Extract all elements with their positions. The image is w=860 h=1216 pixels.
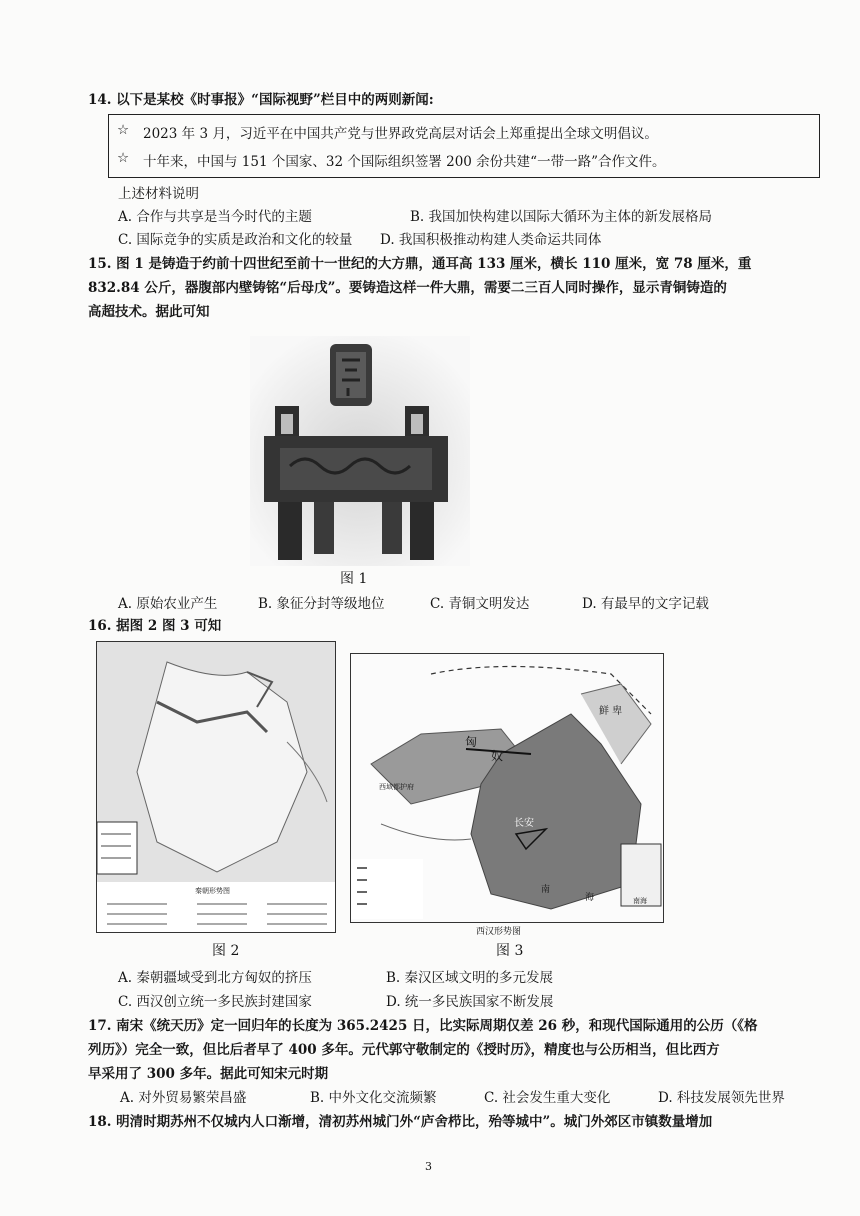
q18-line-1: 18. 明清时期苏州不仅城内人口渐增，清初苏州城门外“庐舍栉比，殆等城中”。城门外郊区市镇数量增加 <box>88 1114 713 1130</box>
label-hai: 海 <box>585 893 595 903</box>
label-nanhai-inset: 南海 <box>633 897 647 905</box>
q17-option-c[interactable]: C. 社会发生重大变化 <box>484 1090 611 1106</box>
q15-line-3: 高超技术。据此可知 <box>88 304 210 320</box>
q17-option-b[interactable]: B. 中外文化交流频繁 <box>310 1090 437 1106</box>
q16-stem: 16. 据图 2 图 3 可知 <box>88 618 222 634</box>
label-nu: 奴 <box>491 749 504 763</box>
q17-option-a[interactable]: A. 对外贸易繁荣昌盛 <box>120 1090 247 1106</box>
q17-line-1: 17. 南宋《统天历》定一回归年的长度为 365.2425 日，比实际周期仅差 26 秒，和现代国际通用的公历（《格 <box>88 1018 758 1034</box>
q14-option-c[interactable]: C. 国际竞争的实质是政治和文化的较量 <box>118 232 353 248</box>
q17-option-d[interactable]: D. 科技发展领先世界 <box>658 1090 785 1106</box>
figure-1-caption: 图 1 <box>340 571 368 587</box>
q15-option-c[interactable]: C. 青铜文明发达 <box>430 596 530 612</box>
label-south: 南 <box>541 885 551 895</box>
label-xiyu-duhufu: 西域都护府 <box>379 783 414 791</box>
qin-map <box>96 641 336 933</box>
q15-option-b[interactable]: B. 象征分封等级地位 <box>258 596 385 612</box>
figure-3-caption: 图 3 <box>496 943 524 959</box>
label-changan: 长安 <box>514 818 534 829</box>
q16-option-d[interactable]: D. 统一多民族国家不断发展 <box>386 994 554 1010</box>
q15-option-a[interactable]: A. 原始农业产生 <box>118 596 218 612</box>
western-han-map-title: 西汉形势图 <box>476 927 522 937</box>
ding-vessel-image <box>250 336 470 566</box>
q14-news-box <box>108 114 820 178</box>
q16-option-c[interactable]: C. 西汉创立统一多民族封建国家 <box>118 994 312 1010</box>
q16-option-a[interactable]: A. 秦朝疆域受到北方匈奴的挤压 <box>118 970 312 986</box>
q17-line-2: 列历》）完全一致，但比后者早了 400 多年。元代郭守敬制定的《授时历》，精度也与公历相当，但比西方 <box>88 1042 720 1058</box>
figure-2-caption: 图 2 <box>212 943 240 959</box>
news-item-1: 2023 年 3 月，习近平在中国共产党与世界政党高层对话会上郑重提出全球文明倡议。 <box>143 126 658 142</box>
star-icon: ☆ <box>117 150 130 166</box>
news-item-2: 十年来，中国与 151 个国家、32 个国际组织签署 200 余份共建“一带一路”合作文件。 <box>143 154 666 170</box>
western-han-map <box>350 653 664 923</box>
q14-option-b[interactable]: B. 我国加快构建以国际大循环为主体的新发展格局 <box>410 209 713 225</box>
qin-map-legend-title: 秦朝形势图 <box>195 887 230 895</box>
q15-line-1: 15. 图 1 是铸造于约前十四世纪至前十一世纪的大方鼎，通耳高 133 厘米，横长 110 厘米，宽 78 厘米，重 <box>88 256 752 272</box>
q14-option-a[interactable]: A. 合作与共享是当今时代的主题 <box>118 209 312 225</box>
q17-line-3: 早采用了 300 多年。据此可知宋元时期 <box>88 1066 329 1082</box>
star-icon: ☆ <box>117 122 130 138</box>
page-number: 3 <box>425 1160 432 1173</box>
q16-option-b[interactable]: B. 秦汉区域文明的多元发展 <box>386 970 554 986</box>
q14-stem: 14. 以下是某校《时事报》“国际视野”栏目中的两则新闻: <box>88 92 434 108</box>
q14-lead: 上述材料说明 <box>118 186 199 202</box>
label-xianbei: 鲜 卑 <box>599 706 623 717</box>
label-xiongnu: 匈 <box>465 735 478 749</box>
q14-option-d[interactable]: D. 我国积极推动构建人类命运共同体 <box>380 232 602 248</box>
q15-line-2: 832.84 公斤，器腹部内壁铸铭“后母戊”。要铸造这样一件大鼎，需要二三百人同时操作，显示青铜铸造的 <box>88 280 727 296</box>
q15-option-d[interactable]: D. 有最早的文字记载 <box>582 596 709 612</box>
